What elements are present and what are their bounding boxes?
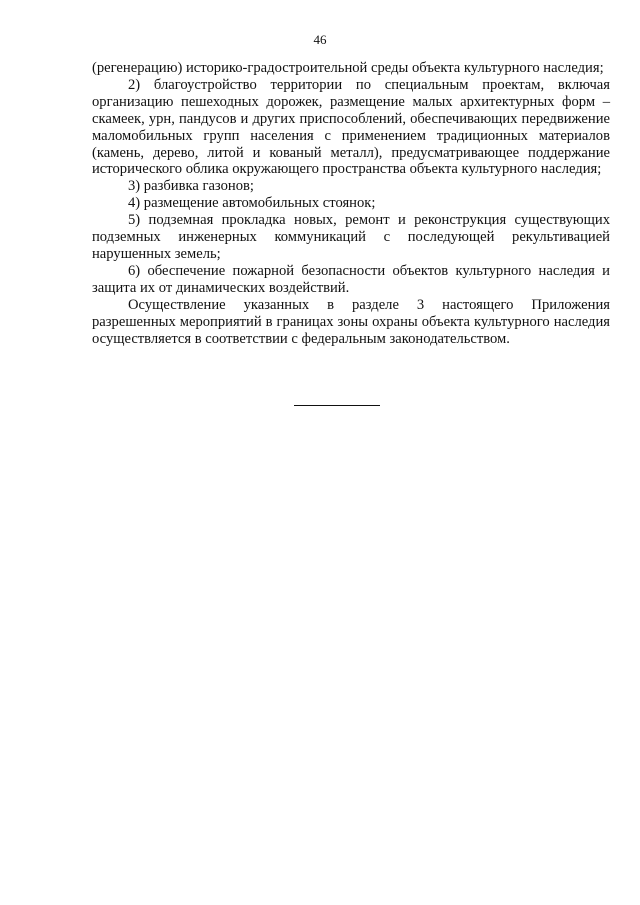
end-of-text-rule — [294, 405, 380, 406]
paragraph-item-2-landscaping: 2) благоустройство территории по специальным проектам, включая организацию пешеходных дорожек, размещение малых архитектурных форм – скамеек, урн, пандусов и других приспособлений, обеспечивающих передвижение маломобильных групп населения с применением традиционных материалов (камень, дерево, литой и кованый металл), предусматривающее поддержание исторического облика окружающего пространства объекта культурного наследия; — [92, 76, 610, 178]
paragraph-continuation: (регенерацию) историко-градостроительной среды объекта культурного наследия; — [92, 60, 604, 76]
paragraph-item-6-fire-safety: 6) обеспечение пожарной безопасности объектов культурного наследия и защита их от динамических воздействий. — [92, 262, 610, 296]
paragraph-item-4-parking: 4) размещение автомобильных стоянок; — [128, 195, 376, 212]
page-number: 46 — [313, 32, 327, 47]
paragraph-item-3-lawns: 3) разбивка газонов; — [128, 178, 254, 195]
paragraph-closing-statement: Осуществление указанных в разделе 3 настоящего Приложения разрешенных мероприятий в границах зоны охраны объекта культурного наследия осуществляется в соответствии с федеральным законодательством. — [92, 296, 610, 347]
document-body — [92, 60, 610, 347]
paragraph-item-5-utilities: 5) подземная прокладка новых, ремонт и реконструкция существующих подземных инженерных коммуникаций с последующей рекультивацией нарушенных земель; — [92, 212, 610, 262]
